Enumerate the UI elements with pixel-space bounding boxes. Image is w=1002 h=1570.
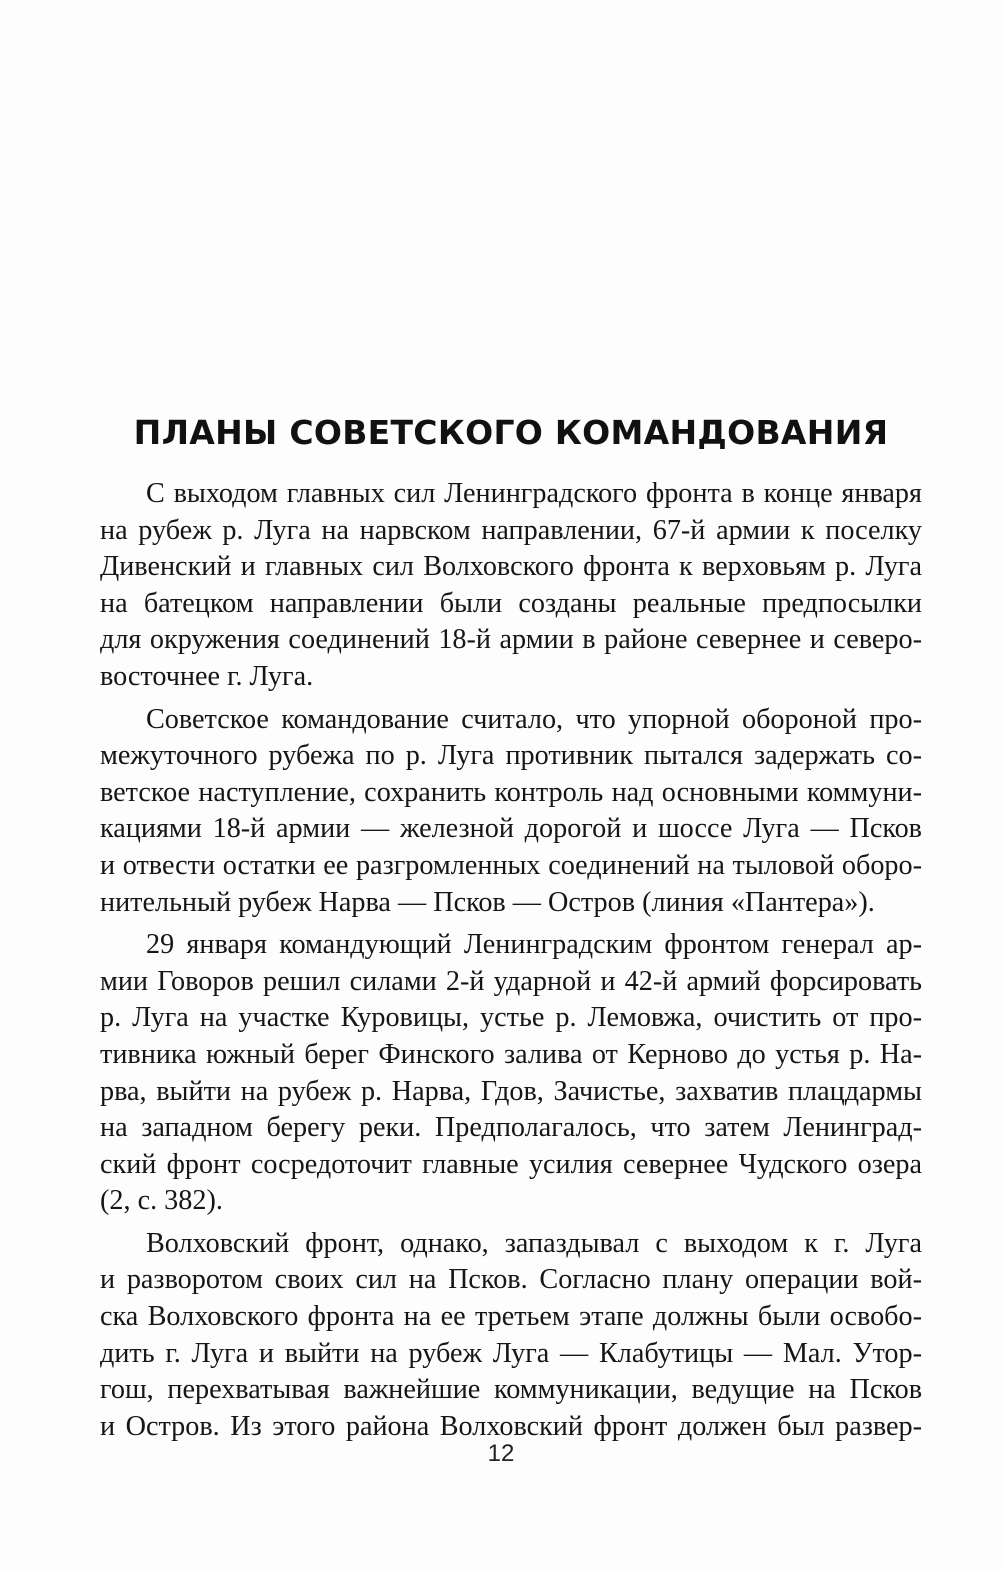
text-line: и Остров. Из этого района Волховский фронт должен был развер-: [100, 1410, 922, 1442]
text-line: (2, с. 382).: [100, 1185, 223, 1217]
text-line: дить г. Луга и выйти на рубеж Луга — Клабутицы — Мал. Утор-: [100, 1337, 922, 1369]
paragraph-1: [100, 476, 922, 696]
text-line: на западном берегу реки. Предполагалось, что затем Ленинград-: [100, 1112, 922, 1144]
text-line: ветское наступление, сохранить контроль над основными коммуни-: [100, 776, 922, 808]
text-line: на рубеж р. Луга на нарвском направлении, 67-й армии к поселку: [100, 514, 922, 546]
text-line: Советское командование считало, что упорной обороной про-: [146, 703, 922, 735]
text-line: ский фронт сосредоточит главные усилия севернее Чудского озера: [100, 1148, 922, 1180]
text-line: ска Волховского фронта на ее третьем этапе должны были освобо-: [100, 1301, 922, 1333]
paragraph-2: [100, 702, 922, 922]
text-line: Волховский фронт, однако, запаздывал с выходом к г. Луга: [146, 1227, 922, 1259]
text-line: Дивенский и главных сил Волховского фронта к верховьям р. Луга: [100, 551, 922, 583]
text-line: и отвести остатки ее разгромленных соединений на тыловой оборо-: [100, 849, 922, 881]
text-line: кациями 18-й армии — железной дорогой и шоссе Луга — Псков: [100, 813, 922, 845]
text-line: гош, перехватывая важнейшие коммуникации, ведущие на Псков: [100, 1374, 922, 1406]
text-line: 29 января командующий Ленинградским фронтом генерал ар-: [146, 929, 922, 961]
chapter-title: ПЛАНЫ СОВЕТСКОГО КОМАНДОВАНИЯ: [133, 413, 889, 452]
text-line: тивника южный берег Финского залива от Керново до устья р. На-: [100, 1038, 922, 1070]
text-line: р. Луга на участке Куровицы, устье р. Лемовжа, очистить от про-: [100, 1002, 922, 1034]
text-line: межуточного рубежа по р. Луга противник пытался задержать со-: [100, 740, 922, 772]
text-line: на батецком направлении были созданы реальные предпосылки: [100, 587, 922, 619]
text-line: рва, выйти на рубеж р. Нарва, Гдов, Зачистье, захватив плацдармы: [100, 1075, 922, 1107]
text-line: нительный рубеж Нарва — Псков — Остров (линия «Пантера»).: [100, 886, 875, 918]
page-number: 12: [487, 1440, 515, 1467]
body-text: [100, 476, 922, 1451]
text-line: С выходом главных сил Ленинградского фронта в конце января: [146, 478, 922, 509]
paragraph-4: [100, 1226, 922, 1446]
text-line: и разворотом своих сил на Псков. Согласно плану операции вой-: [100, 1264, 922, 1296]
text-line: мии Говоров решил силами 2-й ударной и 42-й армий форсировать: [100, 965, 922, 997]
paragraph-3: [100, 927, 922, 1220]
text-line: для окружения соединений 18-й армии в районе севернее и северо-: [100, 624, 922, 656]
text-line: восточнее г. Луга.: [100, 660, 314, 692]
